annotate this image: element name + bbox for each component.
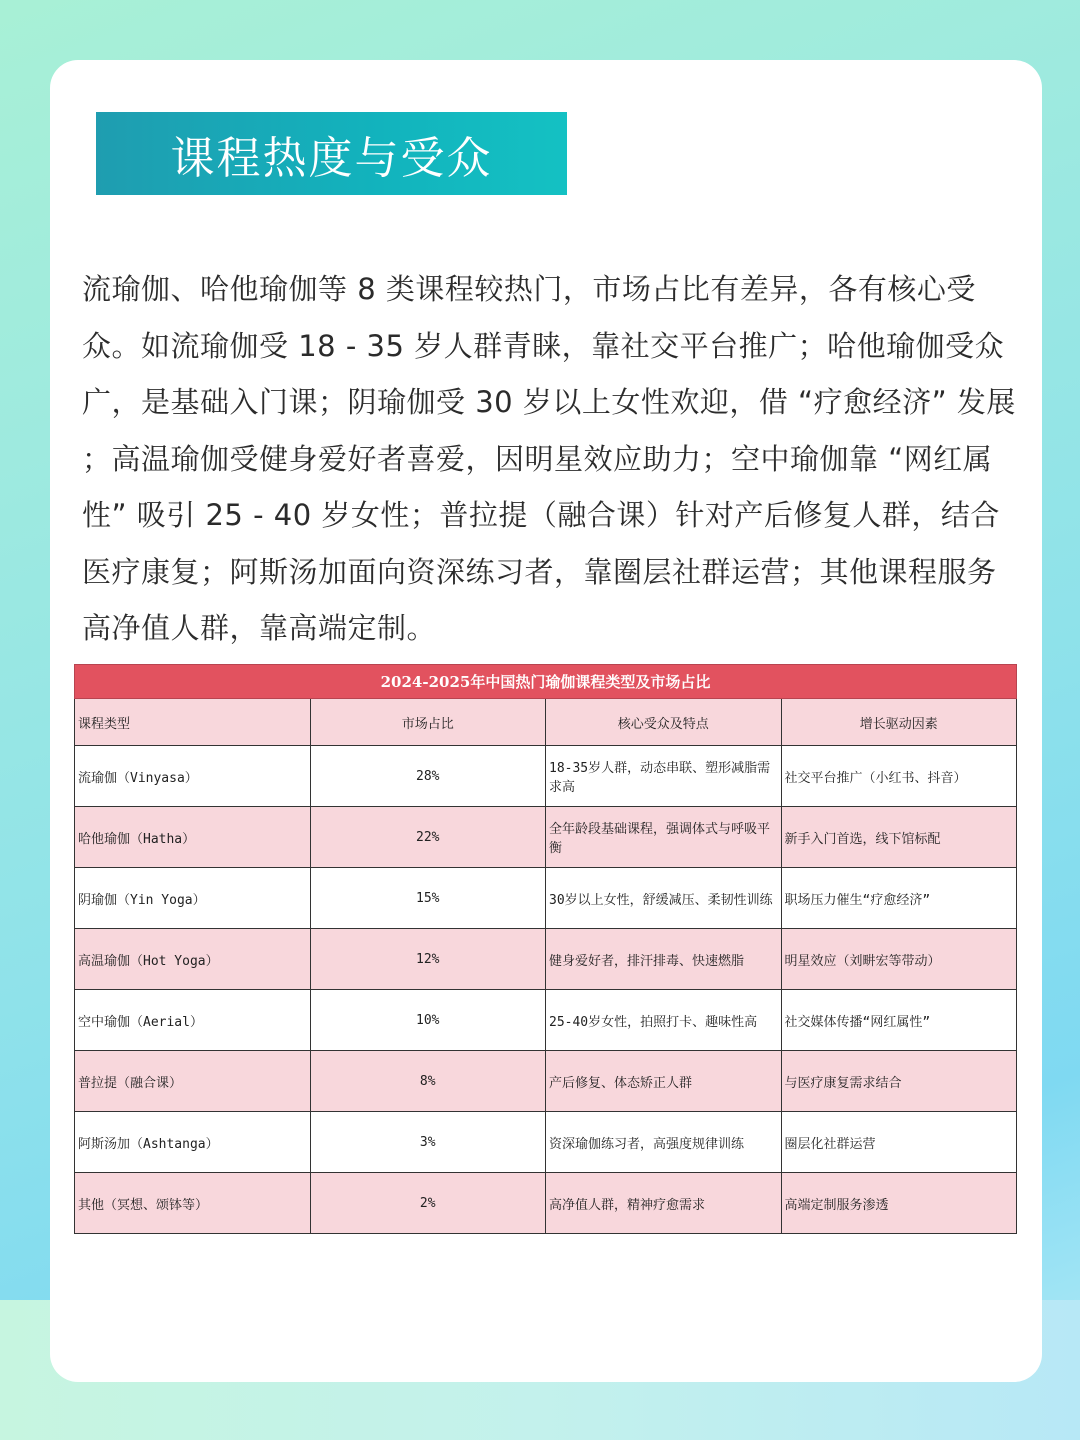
cell-course-type: 流瑜伽（Vinyasa）	[75, 746, 311, 807]
table-row	[75, 868, 1017, 929]
cell-growth-driver: 与医疗康复需求结合	[781, 1051, 1017, 1112]
cell-course-type: 其他（冥想、颂钵等）	[75, 1173, 311, 1234]
cell-growth-driver: 社交平台推广（小红书、抖音）	[781, 746, 1017, 807]
table-row	[75, 990, 1017, 1051]
cell-course-type: 哈他瑜伽（Hatha）	[75, 807, 311, 868]
cell-audience: 30岁以上女性，舒缓减压、柔韧性训练	[546, 868, 782, 929]
table-header-row	[75, 699, 1017, 746]
cell-course-type: 阿斯汤加（Ashtanga）	[75, 1112, 311, 1173]
cell-growth-driver: 社交媒体传播“网红属性”	[781, 990, 1017, 1051]
table-row	[75, 746, 1017, 807]
table-row	[75, 1051, 1017, 1112]
cell-audience: 产后修复、体态矫正人群	[546, 1051, 782, 1112]
cell-audience: 健身爱好者，排汗排毒、快速燃脂	[546, 929, 782, 990]
section-title: 课程热度与受众	[170, 132, 493, 184]
header-course-type: 课程类型	[75, 699, 311, 746]
cell-market-share: 12%	[310, 929, 546, 990]
cell-growth-driver: 高端定制服务渗透	[781, 1173, 1017, 1234]
cell-course-type: 普拉提（融合课）	[75, 1051, 311, 1112]
cell-market-share: 3%	[310, 1112, 546, 1173]
cell-course-type: 阴瑜伽（Yin Yoga）	[75, 868, 311, 929]
intro-paragraph: 流瑜伽、哈他瑜伽等 8 类课程较热门，市场占比有差异，各有核心受众。如流瑜伽受 18 - 35 岁人群青睐，靠社交平台推广；哈他瑜伽受众广，是基础入门课；阴瑜伽受 30 岁以上女性欢迎，借 “疗愈经济” 发展 ；高温瑜伽受健身爱好者喜爱，因明星效应助力；空中瑜伽靠 “网红属性” 吸引 25 - 40 岁女性；普拉提（融合课）针对产后修复人群，结合医疗康复；阿斯汤加面向资深练习者，靠圈层社群运营；其他课程服务高净值人群，靠高端定制。	[82, 272, 1016, 645]
table-title: 2024-2025年中国热门瑜伽课程类型及市场占比	[75, 665, 1017, 699]
cell-growth-driver: 圈层化社群运营	[781, 1112, 1017, 1173]
cell-market-share: 2%	[310, 1173, 546, 1234]
cell-course-type: 高温瑜伽（Hot Yoga）	[75, 929, 311, 990]
table-row	[75, 1173, 1017, 1234]
cell-audience: 25-40岁女性，拍照打卡、趣味性高	[546, 990, 782, 1051]
cell-audience: 高净值人群，精神疗愈需求	[546, 1173, 782, 1234]
header-growth-driver: 增长驱动因素	[781, 699, 1017, 746]
cell-market-share: 15%	[310, 868, 546, 929]
table-row	[75, 1112, 1017, 1173]
cell-market-share: 28%	[310, 746, 546, 807]
section-banner	[96, 112, 567, 195]
header-audience: 核心受众及特点	[546, 699, 782, 746]
cell-growth-driver: 新手入门首选，线下馆标配	[781, 807, 1017, 868]
cell-market-share: 8%	[310, 1051, 546, 1112]
table-row	[75, 807, 1017, 868]
table-row	[75, 929, 1017, 990]
cell-audience: 资深瑜伽练习者，高强度规律训练	[546, 1112, 782, 1173]
cell-market-share: 10%	[310, 990, 546, 1051]
cell-growth-driver: 明星效应（刘畊宏等带动）	[781, 929, 1017, 990]
header-market-share: 市场占比	[310, 699, 546, 746]
cell-audience: 全年龄段基础课程，强调体式与呼吸平衡	[546, 807, 782, 868]
content-card	[50, 60, 1042, 1382]
market-share-table	[74, 664, 1017, 1234]
cell-audience: 18-35岁人群，动态串联、塑形减脂需求高	[546, 746, 782, 807]
cell-growth-driver: 职场压力催生“疗愈经济”	[781, 868, 1017, 929]
cell-course-type: 空中瑜伽（Aerial）	[75, 990, 311, 1051]
cell-market-share: 22%	[310, 807, 546, 868]
